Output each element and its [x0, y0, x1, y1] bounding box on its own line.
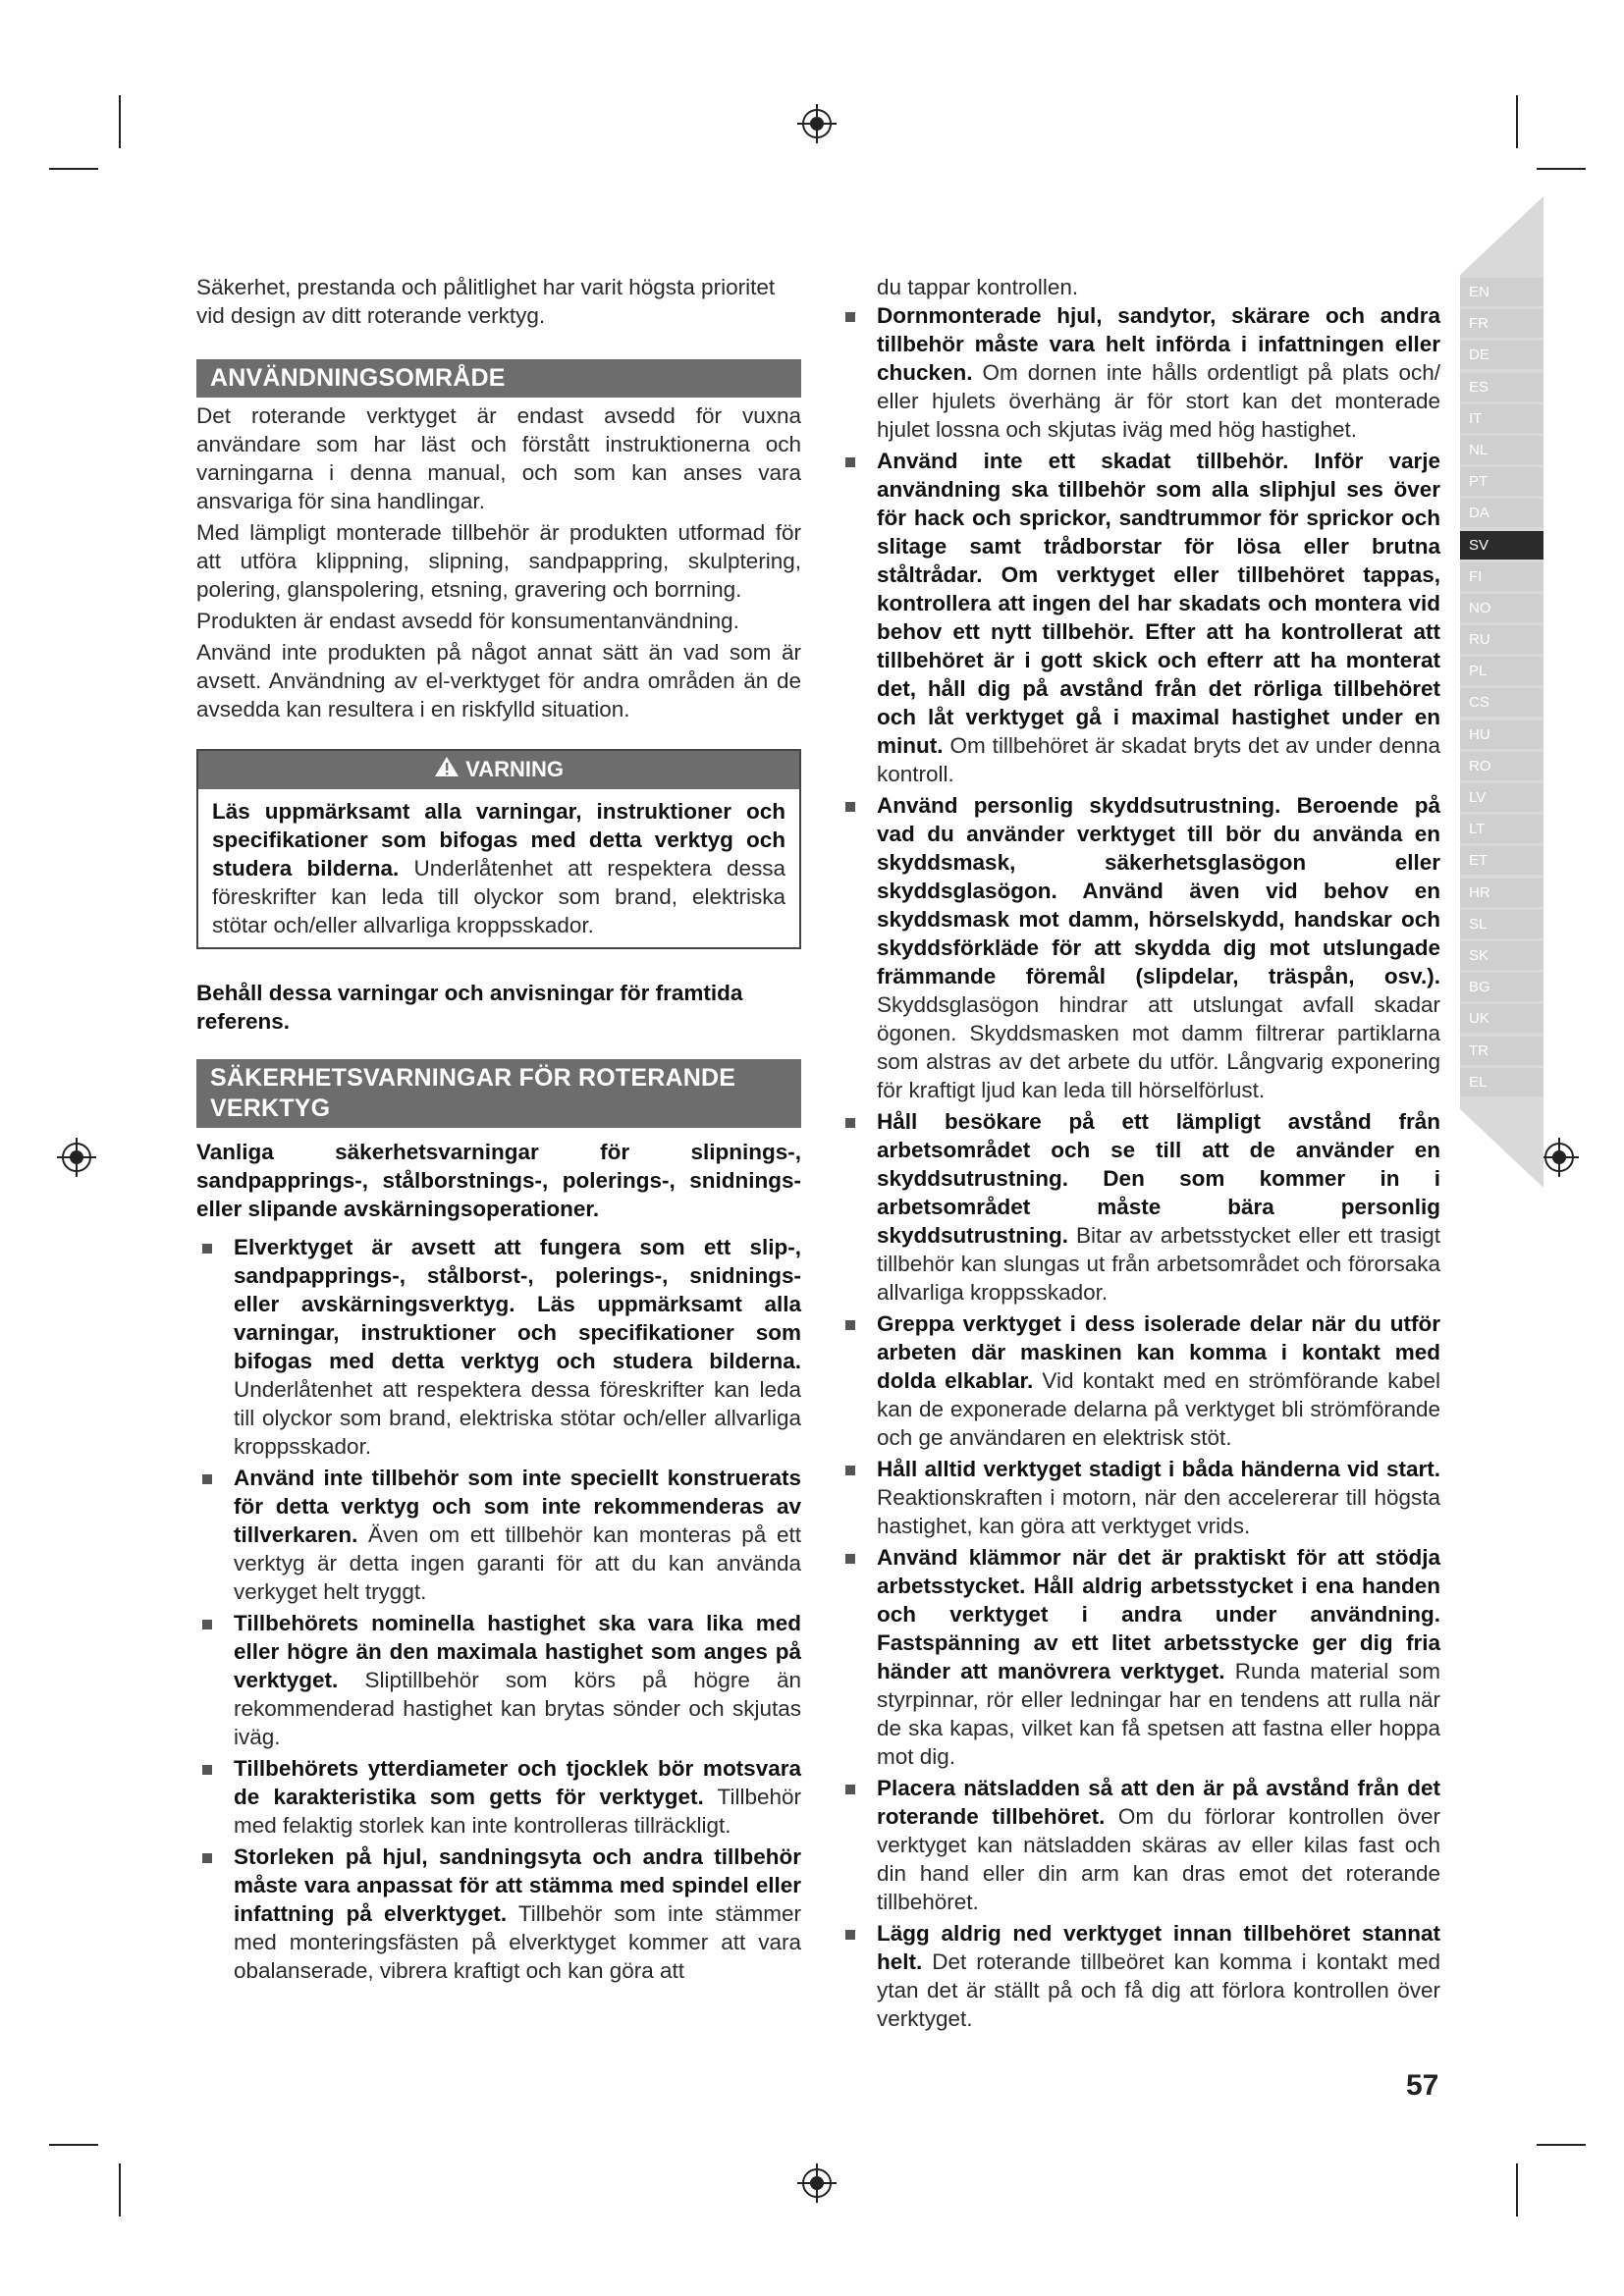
paragraph: Med lämpligt monterade tillbehör är produkten utformad för att utföra klippning, slipning, sandpappring, skulptering, polering, glanspolering, etsning, gravering och borrning.	[196, 520, 801, 602]
bullet-icon	[845, 1785, 855, 1794]
paragraph: Det roterande verktyget är endast avsedd för vuxna användare som har läst och förstått instruktionerna och varningarna i denna manual, och som kan anses vara ansvariga för sina handlingar.	[196, 403, 801, 513]
list-item-text: Sliptillbehör som körs på högre än rekommenderad hastighet kan brytas sönder och skjutas iväg.	[234, 1668, 801, 1750]
list-item-text: Runda material som styrpinnar, rör eller ledningar har en tendens att rulla när de ska kapas, vilket kan få spetsen att fastna eller hoppa mot dig.	[877, 1659, 1440, 1769]
bullet-icon	[202, 1474, 212, 1484]
list-item	[196, 1464, 801, 1606]
crop-mark	[1516, 2163, 1518, 2216]
registration-mark-icon	[795, 2162, 839, 2205]
left-column	[196, 273, 801, 1985]
bullet-icon	[202, 1853, 212, 1863]
language-tab-sv: SV	[1460, 531, 1543, 560]
warning-header	[198, 751, 799, 789]
language-tab-no: NO	[1460, 594, 1543, 622]
language-tab-de: DE	[1460, 341, 1543, 369]
list-item	[839, 447, 1440, 788]
list-item-text: Om tillbehöret är skadat bryts det av under denna kontroll.	[877, 733, 1440, 786]
crop-mark	[1537, 2144, 1586, 2146]
language-tab-da: DA	[1460, 499, 1543, 527]
list-item-text: Tillbehör som inte stämmer med monteringsfästen på elverktyget kommer att vara obalanserade, vibrera kraftigt och kan göra att	[234, 1901, 801, 1984]
bullet-icon	[202, 1620, 212, 1629]
list-item-bold: Använd inte tillbehör som inte speciellt konstruerats för detta verktyg och som inte rekommenderas av tillverkaren.	[234, 1466, 801, 1548]
section-heading: ANVÄNDNINGSOMRÅDE	[196, 359, 801, 398]
keep-notice: Behåll dessa varningar och anvisningar för framtida referens.	[196, 981, 743, 1035]
bullet-icon	[202, 1244, 212, 1254]
bullet-icon	[845, 312, 855, 322]
list-item-bold: Tillbehörets nominella hastighet ska vara lika med eller högre än den maximala hastighet som anges på verktyget.	[234, 1611, 801, 1693]
language-tab-fr: FR	[1460, 309, 1543, 338]
crop-mark	[119, 95, 121, 148]
list-item-text: Om dornen inte hålls ordentligt på plats och/ eller hjulets överhäng är för stort kan det monterade hjulet lossna och skjutas iväg med hög hastighet.	[877, 360, 1440, 442]
language-tab-et: ET	[1460, 846, 1543, 875]
language-tab-bg: BG	[1460, 973, 1543, 1001]
list-item	[839, 1919, 1440, 2033]
crop-mark	[1537, 168, 1586, 170]
list-item-bold: Håll besökare på ett lämpligt avstånd från arbetsområdet och se till att de använder en skyddsutrustning. Den som kommer in i arbetsområdet måste bära personlig skyddsutrustning.	[877, 1109, 1440, 1248]
section-lead: Vanliga säkerhetsvarningar för slipnings-, sandpapprings-, stålborstnings-, polerings-, snidnings- eller slipande avskärningsoperationer.	[196, 1140, 801, 1222]
intro-text: Säkerhet, prestanda och pålitlighet har varit högsta prioritet vid design av ditt roterande verktyg.	[196, 275, 776, 328]
list-item-text: Även om ett tillbehör kan monteras på ett verktyg är detta ingen garanti för att du kan använda verkyget helt tryggt.	[234, 1522, 801, 1605]
list-item-bold: Håll alltid verktyget stadigt i båda händerna vid start.	[877, 1457, 1440, 1481]
warning-icon	[434, 756, 460, 785]
list-item-text: Vid kontakt med en strömförande kabel kan de exponerade delarna på verktyget bli strömförande och ge användaren en elektrisk stöt.	[877, 1368, 1440, 1450]
list-item	[196, 1754, 801, 1840]
list-item-bold: Elverktyget är avsett att fungera som ett slip-, sandpapprings-, stålborst-, polerings-, snidnings- eller avskärningsverktyg. Läs uppmärksamt alla varningar, instruktioner och specifikationer som bifogas med detta verktyg och studera bilderna.	[234, 1235, 801, 1374]
right-column	[839, 273, 1440, 2033]
list-item-bold: Placera nätsladden så att den är på avstånd från det roterande tillbehöret.	[877, 1776, 1440, 1829]
list-item	[839, 301, 1440, 444]
warning-title: VARNING	[465, 757, 564, 781]
list-item	[839, 1309, 1440, 1452]
section-heading: SÄKERHETSVARNINGAR FÖR ROTERANDE VERKTYG	[196, 1059, 801, 1128]
list-item-bold: Använd inte ett skadat tillbehör. Inför varje användning ska tillbehör som alla sliphjul ses över för hack och sprickor, sandtrummor för sprickor och slitage samt trådborstar för lösa eller brutna ståltrådar. Om verktyget eller tillbehöret tappas, kontrollera att ingen del har skadats och montera vid behov ett nytt tillbehör. Efter att ha kontrollerat att tillbehöret är i gott skick och efterr att ha monterat det, håll dig på avstånd från det rörliga tillbehöret och låt verktyget gå i maximal hastighet under en minut.	[877, 449, 1440, 758]
list-item	[196, 1609, 801, 1751]
crop-mark	[49, 2144, 98, 2146]
language-tab-ro: RO	[1460, 752, 1543, 780]
list-item-bold: Använd personlig skyddsutrustning. Beroende på vad du använder verktyget till bör du använda en skyddsmask, säkerhetsglasögon eller skyddsglasögon. Använd även vid behov en skyddsmask mot damm, hörselskydd, handskar och skyddsförkläde för att skydda dig mot utslungade främmande föremål (slipdelar, träspån, osv.).	[877, 793, 1440, 988]
paragraph: Använd inte produkten på något annat sätt än vad som är avsett. Användning av el-verktyget för andra områden än de avsedda kan resultera i en riskfylld situation.	[196, 640, 801, 721]
language-tab-sl: SL	[1460, 910, 1543, 938]
registration-mark-icon	[1538, 1136, 1581, 1179]
bullet-icon	[845, 1554, 855, 1564]
list-item	[839, 1774, 1440, 1916]
language-tab-lt: LT	[1460, 815, 1543, 843]
bullet-icon	[845, 1118, 855, 1128]
list-item-bold: Tillbehörets ytterdiameter och tjocklek bör motsvara de karakteristika som getts för verktyget.	[234, 1756, 801, 1810]
warning-text: Läs uppmärksamt alla varningar, instruktioner och specifikationer som bifogas med detta verktyg och studera bilderna. Underlåtenhet att respektera dessa föreskrifter kan leda till olyckor som brand, elektriska stötar och/eller allvarliga kroppsskador.	[212, 799, 785, 938]
list-item	[839, 791, 1440, 1104]
list-item	[839, 1543, 1440, 1771]
list-item-bold: Lägg aldrig ned verktyget innan tillbehöret stannat helt.	[877, 1921, 1440, 1974]
crop-mark	[49, 168, 98, 170]
list-item	[839, 1107, 1440, 1307]
language-tab-tr: TR	[1460, 1037, 1543, 1065]
crop-mark	[1516, 95, 1518, 148]
list-item-bold: Storleken på hjul, sandningsyta och andra tillbehör måste vara anpassat för att stämma med spindel eller infattning på elverktyget.	[234, 1844, 801, 1927]
bullet-icon	[845, 1930, 855, 1940]
list-item-text: Det roterande tillbeöret kan komma i kontakt med ytan det är ställt på och få dig att förlora kontrollen över verktyget.	[877, 1949, 1440, 2031]
language-tab-cs: CS	[1460, 688, 1543, 717]
bullet-icon	[845, 1466, 855, 1475]
bullet-icon	[845, 457, 855, 467]
language-tab-pt: PT	[1460, 467, 1543, 496]
language-tab-pl: PL	[1460, 657, 1543, 685]
language-tab-es: ES	[1460, 373, 1543, 401]
list-item-bold: Greppa verktyget i dess isolerade delar när du utför arbeten där maskinen kan komma i kontakt med dolda elkablar.	[877, 1311, 1440, 1393]
language-tab-it: IT	[1460, 404, 1543, 433]
language-tab-hr: HR	[1460, 879, 1543, 907]
list-item	[839, 1455, 1440, 1540]
registration-mark-icon	[795, 102, 839, 145]
continued-text: du tappar kontrollen.	[877, 275, 1079, 299]
paragraph: Produkten är endast avsedd för konsumentanvändning.	[196, 609, 739, 633]
language-tab-fi: FI	[1460, 562, 1543, 591]
list-item-text: Tillbehör med felaktig storlek kan inte kontrolleras tillräckligt.	[234, 1785, 802, 1839]
left-bullet-list	[196, 1233, 801, 1985]
bullet-icon	[845, 802, 855, 812]
page-number: 57	[1406, 2069, 1439, 2102]
list-item-text: Om du förlorar kontrollen över verktyget kan nätsladden skäras av eller kilas fast och din hand eller din arm kan dras emot det roterande tillbehöret.	[877, 1804, 1440, 1914]
language-tabs	[1460, 278, 1543, 1099]
bullet-icon	[845, 1320, 855, 1330]
language-tab-en: EN	[1460, 278, 1543, 306]
list-item-text: Bitar av arbetsstycket eller ett trasigt tillbehör kan slungas ut från arbetsområdet och förorsaka allvarliga kroppsskador.	[877, 1223, 1440, 1305]
language-tab-hu: HU	[1460, 721, 1543, 749]
language-tab-el: EL	[1460, 1068, 1543, 1096]
list-item-bold: Dornmonterade hjul, sandytor, skärare och andra tillbehör måste vara helt införda i infattningen eller chucken.	[877, 303, 1440, 385]
language-tab-sk: SK	[1460, 941, 1543, 970]
language-tab-lv: LV	[1460, 783, 1543, 812]
registration-mark-icon	[55, 1136, 98, 1179]
language-tab-nl: NL	[1460, 436, 1543, 464]
list-item-text: Reaktionskraften i motorn, när den accelererar till högsta hastighet, kan göra att verktyget vrids.	[877, 1485, 1440, 1538]
warning-box	[196, 749, 801, 949]
crop-mark	[119, 2163, 121, 2216]
right-bullet-list	[839, 301, 1440, 2033]
list-item	[196, 1842, 801, 1985]
list-item-text: Underlåtenhet att respektera dessa föreskrifter kan leda till olyckor som brand, elektriska stötar och/eller allvarliga kroppsskador.	[234, 1377, 801, 1460]
list-item	[196, 1233, 801, 1461]
language-tab-uk: UK	[1460, 1004, 1543, 1033]
list-item-text: Skyddsglasögon hindrar att utslungat avfall skadar ögonen. Skyddsmasken mot damm filtrerar partiklarna som alstras av det arbete du utför. Långvarig exponering för kraftigt ljud kan leda till hörselförlust.	[877, 992, 1440, 1102]
list-item-bold: Använd klämmor när det är praktiskt för att stödja arbetsstycket. Håll aldrig arbetsstycket i ena handen och verktyget i andra under användning. Fastspänning av ett litet arbetsstycke ger dig fria händer att manövrera verktyget.	[877, 1545, 1440, 1683]
language-tab-ru: RU	[1460, 625, 1543, 654]
bullet-icon	[202, 1765, 212, 1775]
